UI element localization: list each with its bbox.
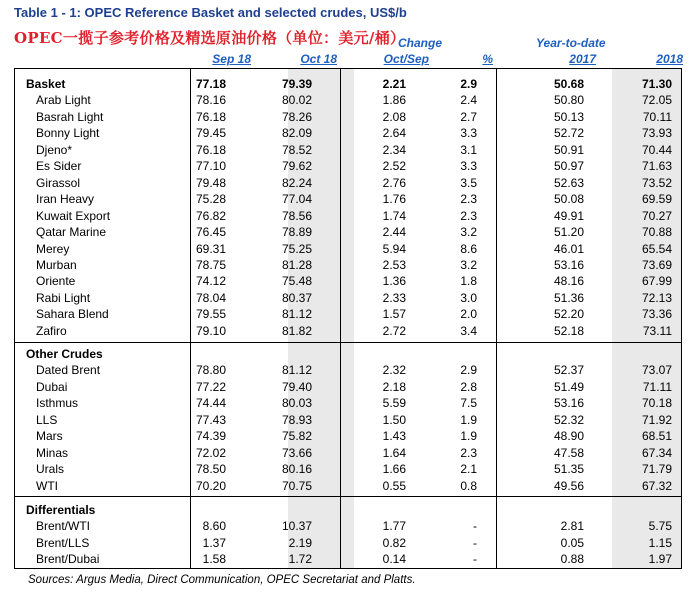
cell-oct18: 79.39 [281,77,312,91]
row-label: Merey [36,241,70,256]
cell-2017: 52.37 [553,363,584,378]
table-row [14,175,682,191]
header-change: Change [398,36,443,50]
table-row [14,395,682,411]
cell-oct18: 82.09 [281,126,312,141]
cell-2017: 53.16 [553,257,584,272]
cell-sep18: 76.18 [195,109,226,124]
row-label: Qatar Marine [36,225,107,240]
cell-oct18: 82.24 [281,175,312,190]
cell-change: 2.44 [382,225,406,240]
cell-pct: 2.9 [460,77,477,91]
cell-sep18: 74.12 [195,274,226,289]
table-subtitle: OPEC一揽子参考价格及精选原油价格（单位：美元/桶） [14,29,406,47]
table-row [14,92,682,108]
cell-pct: 8.6 [460,241,477,256]
cell-oct18: 79.40 [281,379,312,394]
cell-change: 1.43 [382,429,406,444]
table-row [14,142,682,158]
row-label: Dated Brent [36,363,101,378]
cell-sep18: 75.28 [195,192,226,207]
cell-2017: 51.36 [553,290,584,305]
sources-note: Sources: Argus Media, Direct Communication, OPEC Secretariat and Platts. [28,574,416,586]
cell-2018: 67.34 [641,445,672,460]
table-row [14,109,682,125]
row-label: Rabi Light [36,290,91,305]
row-label: Dubai [36,379,68,394]
cell-2017: 51.20 [553,225,584,240]
header-sep18: Sep 18 [212,52,251,66]
cell-sep18: 78.04 [195,290,226,305]
table-row [14,362,682,378]
cell-pct: 2.4 [460,93,477,108]
cell-2017: 51.35 [553,462,584,477]
table-row [14,241,682,257]
cell-sep18: 77.18 [195,77,226,91]
cell-2017: 51.49 [553,379,584,394]
cell-oct18: 75.82 [281,429,312,444]
cell-change: 0.82 [382,535,406,550]
row-label: Minas [36,445,69,460]
row-label: WTI [36,478,58,493]
cell-pct: 2.7 [460,109,477,124]
cell-oct18: 79.62 [281,159,312,174]
cell-2017: 50.91 [553,142,584,157]
cell-oct18: 2.19 [288,535,312,550]
cell-2018: 72.13 [641,290,672,305]
cell-sep18: 79.45 [195,126,226,141]
cell-change: 0.14 [382,552,406,567]
cell-pct: 3.0 [460,290,477,305]
cell-change: 1.66 [382,462,406,477]
cell-oct18: 77.04 [281,192,312,207]
cell-2018: 70.44 [641,142,672,157]
cell-change: 2.72 [382,323,406,338]
cell-change: 2.32 [382,363,406,378]
cell-oct18: 78.52 [281,142,312,157]
cell-sep18: 78.50 [195,462,226,477]
cell-2018: 73.11 [642,323,672,338]
cell-oct18: 78.26 [281,109,312,124]
cell-oct18: 70.75 [281,478,312,493]
cell-oct18: 78.56 [281,208,312,223]
cell-2018: 73.52 [641,175,672,190]
cell-pct: 3.1 [460,142,477,157]
cell-2017: 48.16 [553,274,584,289]
cell-change: 2.52 [382,159,406,174]
row-label: Kuwait Export [36,208,111,223]
row-label: Djeno* [36,142,73,157]
cell-sep18: 1.58 [202,552,226,567]
cell-2018: 73.36 [641,307,672,322]
cell-sep18: 76.45 [195,225,226,240]
cell-oct18: 81.28 [281,257,312,272]
cell-oct18: 80.02 [281,93,312,108]
header-2018: 2018 [656,52,683,66]
row-label: Bonny Light [36,126,100,141]
cell-sep18: 72.02 [195,445,226,460]
cell-2017: 50.08 [553,192,584,207]
table-row [14,461,682,477]
cell-sep18: 69.31 [195,241,226,256]
header-ytd: Year-to-date [536,36,606,50]
cell-sep18: 74.39 [195,429,226,444]
cell-2017: 46.01 [553,241,584,256]
cell-2018: 69.59 [641,192,672,207]
cell-pct: - [473,519,477,534]
table-row [14,306,682,322]
row-label: Brent/WTI [36,519,91,534]
table-title: Table 1 - 1: OPEC Reference Basket and selected crudes, US$/b [14,5,407,20]
cell-change: 1.74 [382,208,406,223]
cell-pct: - [473,535,477,550]
cell-2017: 50.97 [553,159,584,174]
cell-oct18: 1.72 [288,552,312,567]
cell-sep18: 76.82 [195,208,226,223]
header-octsep: Oct/Sep [383,52,429,66]
row-label: Other Crudes [26,347,103,361]
cell-pct: 1.8 [460,274,477,289]
cell-pct: 1.9 [460,412,477,427]
cell-2017: 50.13 [553,109,584,124]
cell-2017: 52.18 [553,323,584,338]
cell-sep18: 79.10 [195,323,226,338]
cell-2018: 67.32 [641,478,672,493]
cell-oct18: 75.48 [281,274,312,289]
row-label: Girassol [36,175,81,190]
table-row [14,518,682,534]
row-label: Urals [36,462,65,477]
cell-2017: 48.90 [553,429,584,444]
cell-change: 1.36 [382,274,406,289]
cell-oct18: 78.93 [281,412,312,427]
table-row [14,191,682,207]
cell-2018: 67.99 [641,274,672,289]
table-row [14,290,682,306]
row-label: Differentials [26,503,96,517]
divider-differentials [14,496,682,497]
cell-pct: 2.8 [460,379,477,394]
row-label: Brent/LLS [36,535,90,550]
cell-2017: 53.16 [553,396,584,411]
table-row [14,551,682,567]
cell-change: 2.64 [382,126,406,141]
cell-pct: 2.1 [460,462,477,477]
cell-oct18: 80.37 [281,290,312,305]
cell-2018: 70.18 [641,396,672,411]
cell-2017: 50.80 [553,93,584,108]
table-row [14,535,682,551]
cell-2018: 73.69 [641,257,672,272]
table-row [14,323,682,339]
cell-oct18: 75.25 [281,241,312,256]
table-row [14,76,682,92]
cell-sep18: 77.43 [195,412,226,427]
cell-2018: 70.27 [641,208,672,223]
header-2017: 2017 [569,52,596,66]
row-label: Isthmus [36,396,79,411]
cell-pct: 7.5 [460,396,477,411]
cell-2018: 73.93 [641,126,672,141]
row-label: Zafiro [36,323,67,338]
cell-2017: 0.05 [560,535,584,550]
row-label: Iran Heavy [36,192,95,207]
cell-pct: 2.9 [460,363,477,378]
cell-change: 2.76 [382,175,406,190]
section-heading [14,502,682,518]
cell-change: 2.34 [382,142,406,157]
cell-pct: 1.9 [460,429,477,444]
cell-oct18: 80.03 [281,396,312,411]
cell-change: 2.18 [382,379,406,394]
row-label: Murban [36,257,77,272]
row-label: Es Sider [36,159,82,174]
row-label: Oriente [36,274,76,289]
cell-change: 5.59 [382,396,406,411]
cell-pct: 3.4 [460,323,477,338]
cell-pct: 3.5 [460,175,477,190]
cell-2018: 71.79 [641,462,672,477]
table-row [14,158,682,174]
cell-pct: 2.3 [460,445,477,460]
cell-oct18: 73.66 [281,445,312,460]
section-heading [14,346,682,362]
cell-2018: 71.63 [641,159,672,174]
cell-2017: 47.58 [553,445,584,460]
divider-other-crudes [14,342,682,343]
table-row [14,428,682,444]
table-row [14,412,682,428]
cell-oct18: 81.82 [281,323,312,338]
cell-pct: 3.2 [460,225,477,240]
cell-2018: 5.75 [648,519,672,534]
cell-oct18: 10.37 [281,519,312,534]
cell-2017: 52.72 [553,126,584,141]
row-label: Sahara Blend [36,307,109,322]
cell-sep18: 78.16 [195,93,226,108]
cell-2017: 52.32 [553,412,584,427]
cell-change: 1.64 [382,445,406,460]
cell-2018: 1.15 [648,535,672,550]
cell-2017: 49.56 [553,478,584,493]
table-row [14,445,682,461]
row-label: Arab Light [36,93,91,108]
cell-2018: 71.92 [641,412,672,427]
cell-sep18: 77.10 [195,159,226,174]
cell-pct: 2.3 [460,208,477,223]
cell-sep18: 79.55 [195,307,226,322]
cell-change: 2.08 [382,109,406,124]
cell-2017: 2.81 [560,519,584,534]
header-oct18: Oct 18 [300,52,337,66]
table-row [14,257,682,273]
cell-sep18: 74.44 [195,396,226,411]
cell-change: 0.55 [382,478,406,493]
cell-change: 1.76 [382,192,406,207]
table-row [14,379,682,395]
cell-sep18: 77.22 [195,379,226,394]
cell-pct: 3.3 [460,126,477,141]
cell-2017: 50.68 [553,77,584,91]
cell-2018: 70.88 [641,225,672,240]
cell-change: 1.50 [382,412,406,427]
cell-change: 1.86 [382,93,406,108]
cell-oct18: 81.12 [281,363,312,378]
cell-pct: 2.0 [460,307,477,322]
table-row [14,273,682,289]
cell-sep18: 78.75 [195,257,226,272]
row-label: Basket [26,77,66,91]
cell-sep18: 76.18 [195,142,226,157]
cell-change: 2.21 [382,77,406,91]
cell-sep18: 78.80 [195,363,226,378]
row-label: Basrah Light [36,109,104,124]
table-row [14,224,682,240]
cell-2018: 71.11 [642,379,672,394]
table-row [14,208,682,224]
cell-2017: 49.91 [553,208,584,223]
cell-change: 1.77 [382,519,406,534]
cell-sep18: 70.20 [195,478,226,493]
cell-2018: 73.07 [641,363,672,378]
table-row [14,478,682,494]
row-label: Mars [36,429,63,444]
cell-2017: 0.88 [560,552,584,567]
cell-change: 2.33 [382,290,406,305]
cell-pct: 3.2 [460,257,477,272]
cell-2018: 65.54 [641,241,672,256]
cell-change: 2.53 [382,257,406,272]
cell-change: 1.57 [382,307,406,322]
cell-pct: 0.8 [460,478,477,493]
cell-2017: 52.20 [553,307,584,322]
row-label: Brent/Dubai [36,552,100,567]
cell-sep18: 8.60 [202,519,226,534]
cell-pct: - [473,552,477,567]
cell-oct18: 81.12 [281,307,312,322]
cell-oct18: 78.89 [281,225,312,240]
cell-2018: 70.11 [642,109,672,124]
cell-pct: 2.3 [460,192,477,207]
cell-2018: 68.51 [641,429,672,444]
row-label: LLS [36,412,58,427]
cell-sep18: 79.48 [195,175,226,190]
cell-pct: 3.3 [460,159,477,174]
cell-2018: 71.30 [641,77,672,91]
cell-oct18: 80.16 [281,462,312,477]
cell-change: 5.94 [382,241,406,256]
cell-sep18: 1.37 [202,535,226,550]
cell-2018: 72.05 [641,93,672,108]
header-pct: % [482,52,493,66]
table-row [14,125,682,141]
cell-2018: 1.97 [648,552,672,567]
cell-2017: 52.63 [553,175,584,190]
